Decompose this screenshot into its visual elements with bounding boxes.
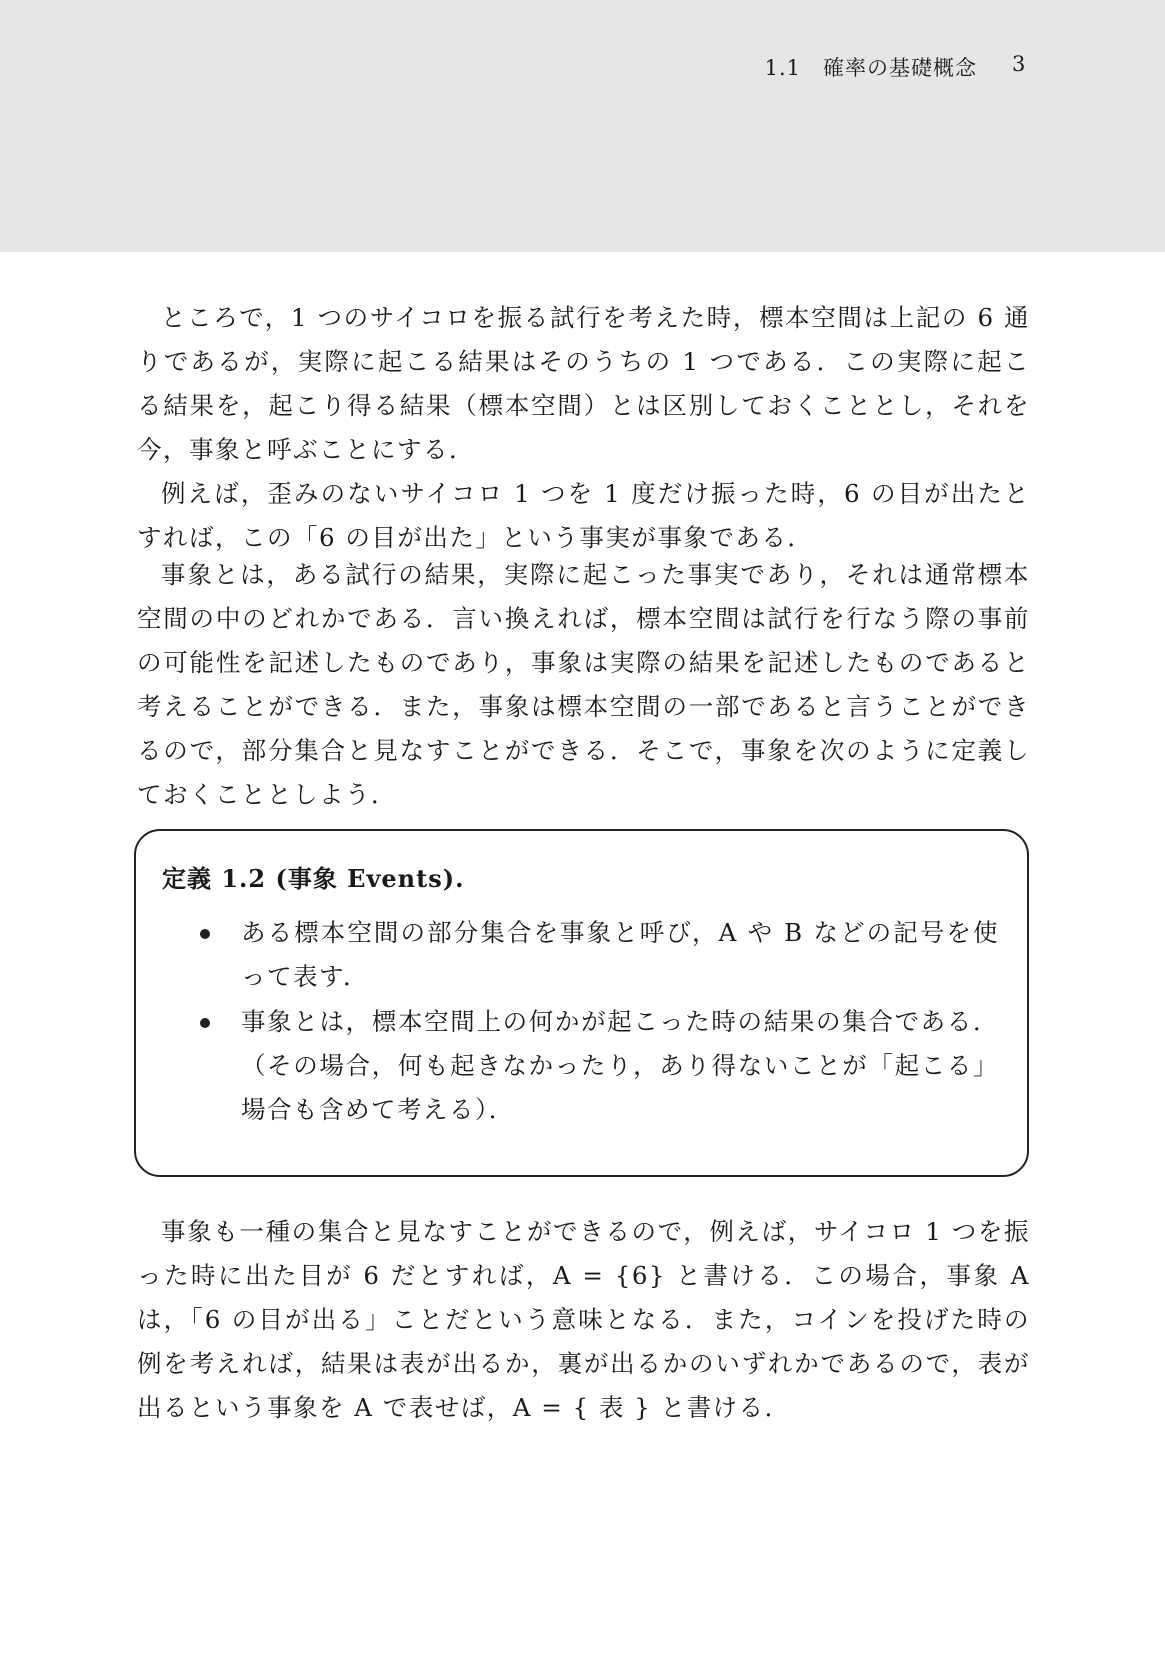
body-paragraph: 事象とは，ある試行の結果，実際に起こった事実であり，それは通常標本空間の中のどれかである．言い換えれば，標本空間は試行を行なう際の事前の可能性を記述したものであり，事象は実際の結果を記述したものであると考えることができる．また，事象は標本空間の一部であると言うことができるので，部分集合と見なすことができる．そこで，事象を次のように定義しておくこととしよう．	[137, 560, 1030, 809]
definition-item	[136, 1000, 1027, 1132]
bullet-icon	[200, 1018, 210, 1028]
definition-item-text: ある標本空間の部分集合を事象と呼び，A や B などの記号を使って表す．	[241, 918, 999, 991]
definition-box	[134, 829, 1029, 1177]
definition-list	[136, 911, 1027, 1133]
page-header	[0, 0, 1165, 252]
running-head: 1.1 確率の基礎概念	[764, 56, 977, 80]
definition-item	[136, 911, 1027, 999]
body-paragraph: 例えば，歪みのないサイコロ 1 つを 1 度だけ振った時，6 の目が出たとすれば，この「6 の目が出た」という事実が事象である．	[137, 479, 1030, 552]
definition-title: 定義 1.2 (事象 Events).	[162, 864, 465, 893]
page-number: 3	[1012, 52, 1026, 76]
body-paragraph: ところで，1 つのサイコロを振る試行を考えた時，標本空間は上記の 6 通りであるが，実際に起こる結果はそのうちの 1 つである．この実際に起こる結果を，起こり得る結果（標本空間）とは区別しておくこととし，それを今，事象と呼ぶことにする．	[137, 303, 1030, 464]
bullet-icon	[200, 929, 210, 939]
definition-item-text: 事象とは，標本空間上の何かが起こった時の結果の集合である．（その場合，何も起きなかったり，あり得ないことが「起こる」場合も含めて考える）．	[241, 1007, 999, 1124]
body-paragraph: 事象も一種の集合と見なすことができるので，例えば，サイコロ 1 つを振った時に出た目が 6 だとすれば，A = {6} と書ける．この場合，事象 A は，「6 の目が出る」ことだという意味となる．また，コインを投げた時の例を考えれば，結果は表が出るか，裏が出るかのいずれかであるので，表が出るという事象を A で表せば，A = { 表 } と書ける．	[137, 1217, 1030, 1422]
